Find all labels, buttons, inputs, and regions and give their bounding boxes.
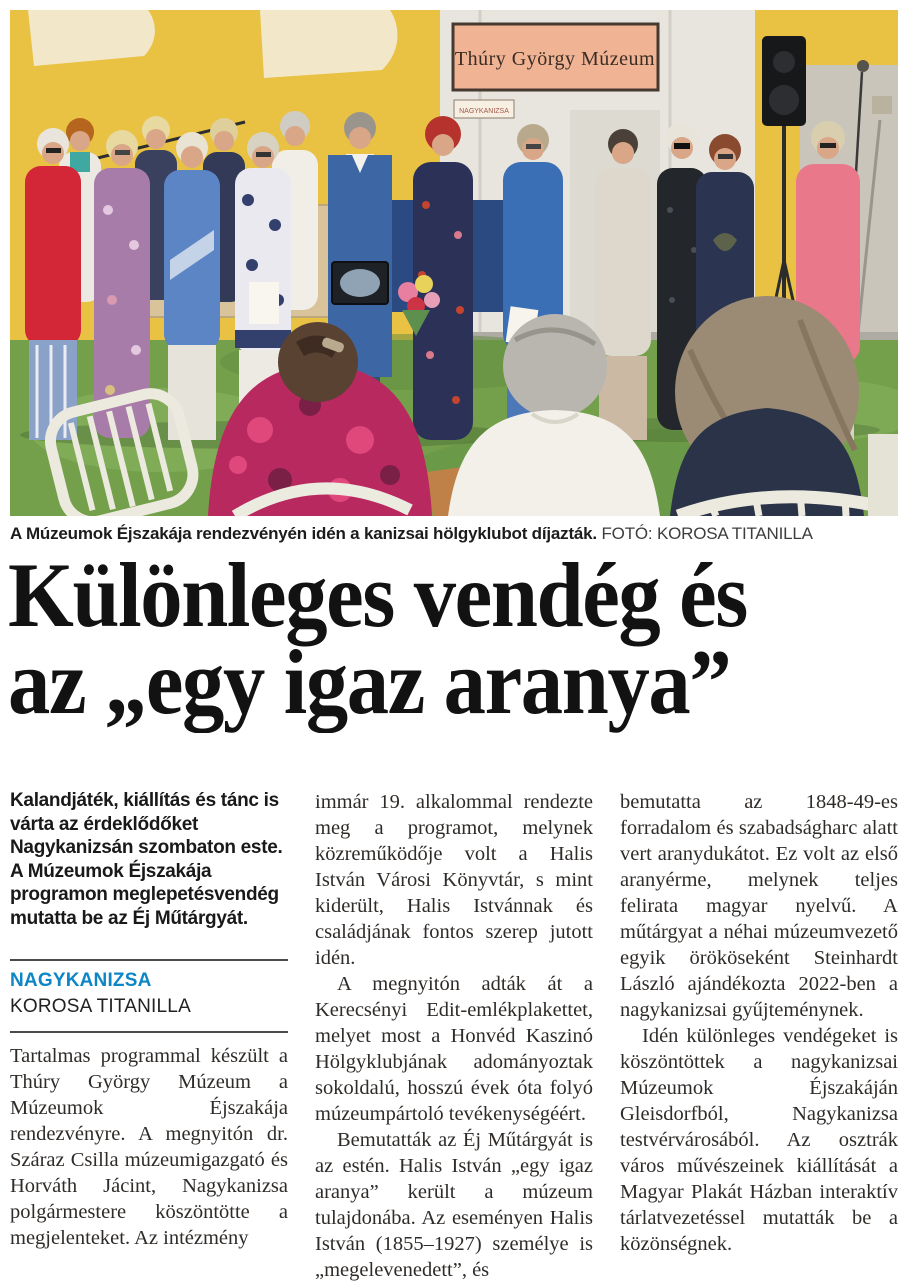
byline-location: NAGYKANIZSA bbox=[10, 970, 152, 991]
photo-credit: FOTÓ: KOROSA TITANILLA bbox=[601, 524, 813, 543]
headline bbox=[8, 544, 905, 733]
headline-line-2: az „egy igaz aranya” bbox=[8, 631, 731, 733]
audience-shoulder bbox=[868, 434, 898, 516]
body-paragraph: Idén különleges vendégeket is köszöntöttek a nagykanizsai Múzeumok Éjszakáján Gleisdorfból, Nagykanizsa testvérvárosából. Az osztrák város művészeinek kiállítását a Magyar Plakát Házban interaktív tárlatvezetéssel mutatták be a közönségnek. bbox=[620, 1025, 898, 1255]
body-paragraph: bemutatta az 1848-49-es forradalom és szabadságharc alatt vert aranydukátot. Ez volt az első aranyérme, melynek teljes felirata magyar nyelvű. A műtárgyat a néhai múzeumvezető egyik örököseként Steinhardt László ajándékozta 2022-ben a nagykanizsai gyűjteménynek. bbox=[620, 791, 898, 1021]
column-1-body bbox=[10, 1043, 288, 1251]
byline-rule-top bbox=[10, 959, 288, 961]
body-paragraph: Bemutatták az Éj Műtárgyát is az estén. Halis István „egy igaz aranya” került a múzeum tulajdonába. Az eseményen Halis István (1855–1927) személye is „megelevenedett”, és bbox=[315, 1129, 593, 1281]
column-1 bbox=[10, 789, 288, 1285]
lead-paragraph: Kalandjáték, kiállítás és tánc is várta az érdeklődőket Nagykanizsán szombaton este. A Múzeumok Éjszakája programon meglepetésvendég mutatta be az Éj Műtárgyát. bbox=[10, 790, 283, 929]
nagykanizsa-sign-label: NAGYKANIZSA bbox=[459, 108, 509, 115]
photo-caption bbox=[10, 523, 898, 545]
column-3-body bbox=[620, 789, 898, 1257]
column-2-body bbox=[315, 789, 593, 1283]
museum-sign-title: Thúry György Múzeum bbox=[454, 48, 656, 70]
photo-caption-text: A Múzeumok Éjszakája rendezvényén idén a kanizsai hölgyklubot díjazták. bbox=[10, 524, 597, 543]
body-paragraph: Tartalmas programmal készült a Thúry György Múzeum a Múzeumok Éjszakája rendezvényre. A megnyitón dr. Száraz Csilla múzeumigazgató és Horváth Jácint, Nagykanizsa polgármestere köszöntötte a megjelenteket. Az intézmény bbox=[10, 1045, 288, 1249]
column-3 bbox=[620, 789, 898, 1285]
byline-rule-bottom bbox=[10, 1031, 288, 1033]
article-columns bbox=[10, 789, 898, 1285]
article-photo bbox=[10, 10, 898, 516]
article-photo-illustration bbox=[10, 10, 898, 516]
headline-line-1: Különleges vendég és bbox=[8, 544, 747, 646]
byline-author: KOROSA TITANILLA bbox=[10, 996, 191, 1017]
body-paragraph: immár 19. alkalommal rendezte meg a programot, melynek közreműködője volt a Halis István Városi Könyvtár, s mint kiderült, Halis Istvánnak és családjának fontos szerep jutott idén. bbox=[315, 791, 593, 969]
column-2 bbox=[315, 789, 593, 1285]
body-paragraph: A megnyitón adták át a Kerecsényi Edit-emlékplakettet, melyet most a Honvéd Kaszinó Hölgyklubjának adományoztak sokoldalú, hosszú évek óta folyó múzeumpártoló tevékenységéért. bbox=[315, 973, 593, 1125]
